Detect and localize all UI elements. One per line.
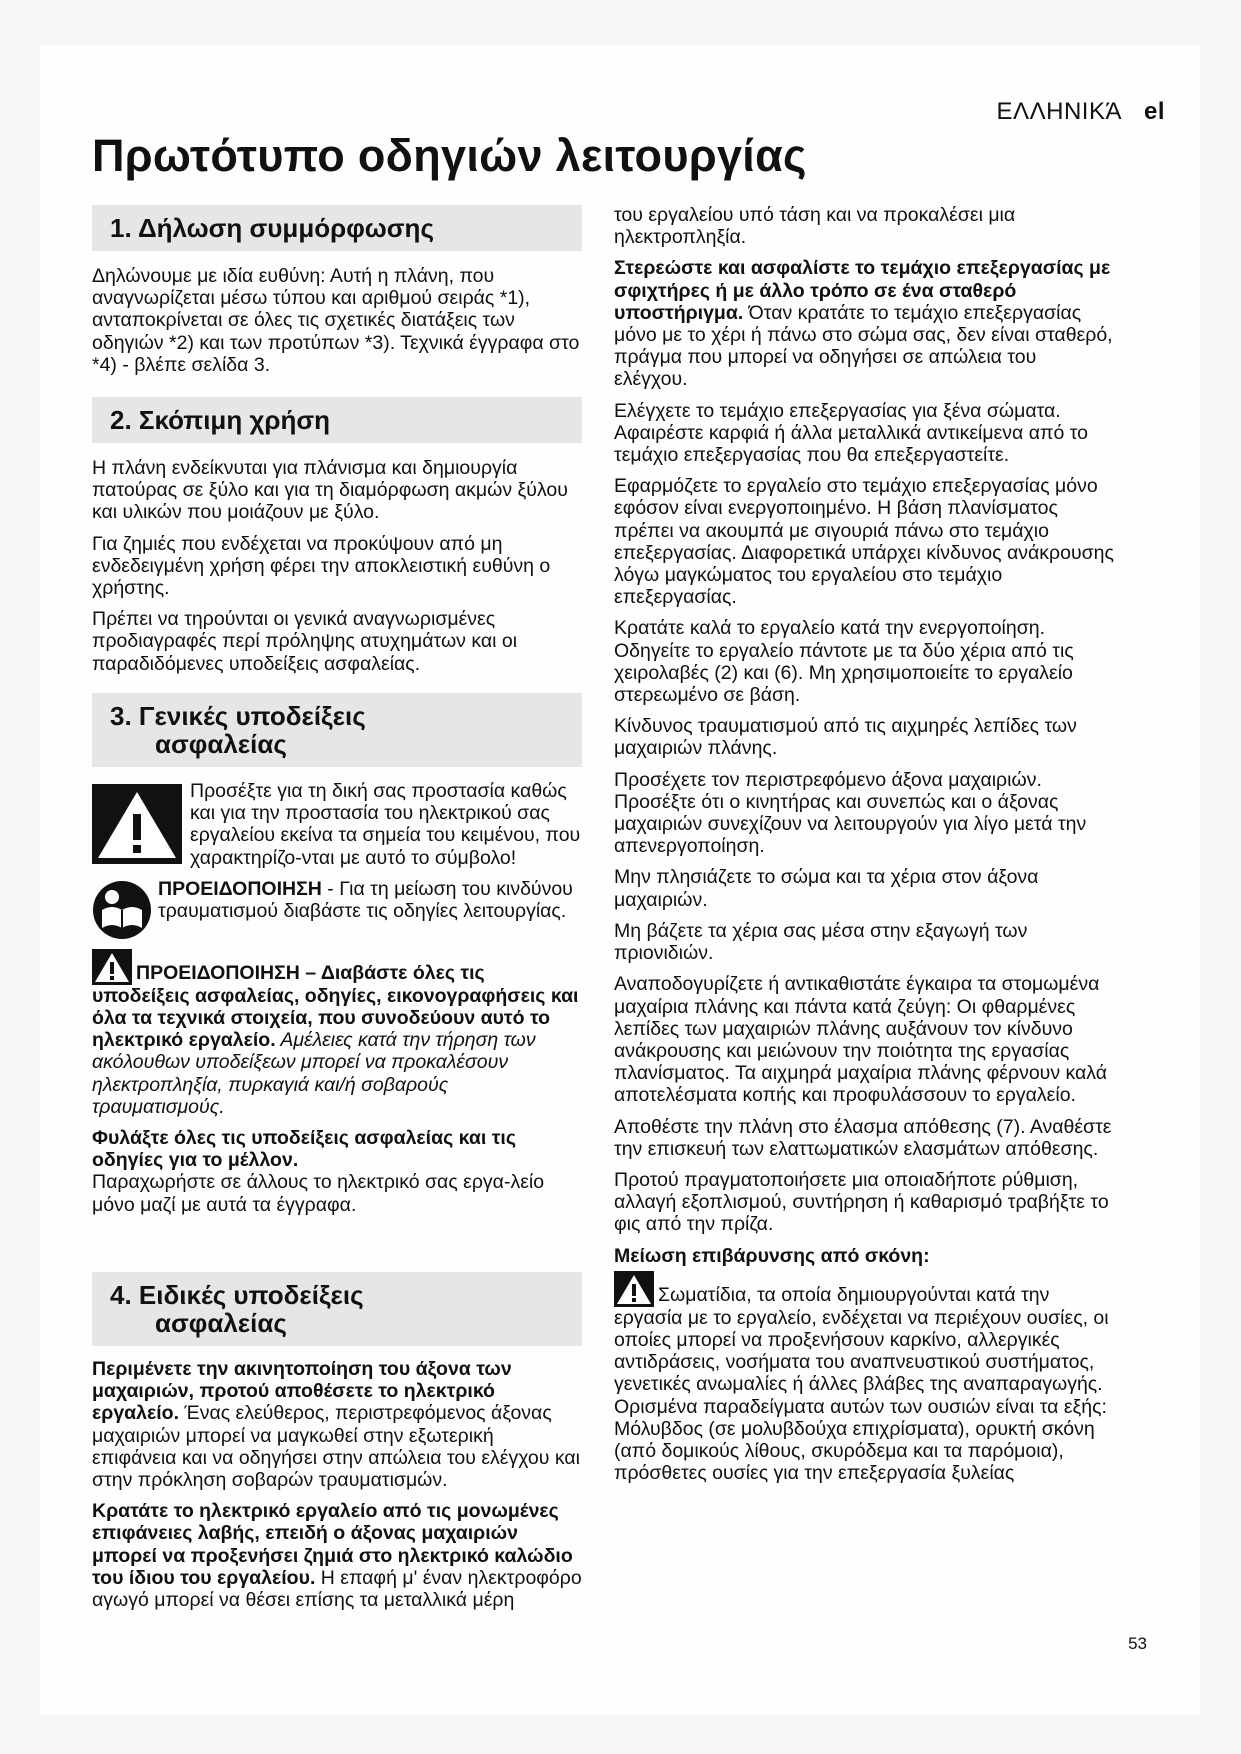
page-number: 53 [1128, 1634, 1147, 1653]
right-paragraph: Εφαρμόζετε το εργαλείο στο τεμάχιο επεξεργασίας μόνο εφόσον είναι ενεργοποιημένο. Η βάση πλανίσματος πρέπει να ακουμπά με σιγουριά πάνω στο τεμάχιο επεξεργασίας. Διαφορετικά υπάρχει κίνδυνος ανάκρουσης λόγω μαγκώματος του εργαλείου στο τεμάχιο επεξεργασίας. [614, 475, 1114, 609]
right-paragraph [614, 617, 1114, 706]
right-paragraph: Κίνδυνος τραυματισμού από τις αιχμηρές λεπίδες των μαχαιριών πλάνης. [614, 715, 1077, 760]
right-paragraph: Αναποδογυρίζετε ή αντικαθιστάτε έγκαιρα τα στομωμένα μαχαίρια πλάνης και πάντα κατά ζεύγη: Οι φθαρμένες λεπίδες των μαχαιριών πλάνης αυξάνουν τον κίνδυνο ανάκρουσης και μειώνουν την ποιότητα της εργασίας πλανίσματος. Τα αιχμηρά μαχαίρια πλάνης φέρνουν καλά αποτελέσματα κοπής και προφυλάσσουν το εργαλείο. [614, 973, 1108, 1107]
right-paragraph: Αποθέστε την πλάνη στο έλασμα απόθεσης (7). Αναθέστε την επισκευή των ελαττωματικών ελασμάτων απόθεσης. [614, 1115, 1112, 1160]
section-4-paragraph [92, 1500, 582, 1611]
warning-triangle-small-icon [92, 949, 132, 985]
keep-instructions-paragraph [92, 1127, 582, 1216]
general-warning-paragraph [92, 949, 582, 1118]
section-4-p2-text: Η επαφή μ' έναν ηλεκτροφόρο αγωγό μπορεί να θέσει επίσης τα μεταλλικά μέρη [92, 1566, 582, 1612]
language-label: ΕΛΛΗΝΙΚΆ [996, 98, 1122, 125]
read-instructions-bold: ΠΡΟΕΙΔΟΠΟΙΗΣΗ [158, 877, 322, 900]
section-1-body [92, 265, 582, 385]
general-warning-bold: ΠΡΟΕΙΔΟΠΟΙΗΣΗ – Διαβάστε όλες τις υποδείξεις ασφαλείας, οδηγίες, εικονογραφήσεις και όλα τα τεχνικά στοιχεία, που συνοδεύουν αυτό το ηλεκτρικό εργαλείο. [92, 961, 579, 1052]
read-instructions-text: - Για τη μείωση του κινδύνου τραυματισμού διαβάστε τις οδηγίες λειτουργίας. [158, 877, 573, 923]
section-2-paragraph: Η πλάνη ενδείκνυται για πλάνισμα και δημιουργία πατούρας σε ξύλο και για τη διαμόρφωση ακμών ξύλου και υλικών που μοιάζουν με ξύλο. [92, 457, 568, 524]
general-warning-italic: Αμέλειες κατά την τήρηση των ακόλουθων υποδείξεων μπορεί να προκαλέσουν ηλεκτροπληξία, πυρκαγιά και/ή σοβαρούς τραυματισμούς. [92, 1029, 536, 1118]
section-2-heading [92, 397, 582, 443]
dust-heading: Μείωση επιβάρυνσης από σκόνη: [614, 1244, 930, 1267]
section-4-p1-text: Ένας ελεύθερος, περιστρεφόμενος άξονας μαχαιριών μπορεί να μαγκωθεί στην εξωτερική επιφάνεια και να οδηγήσει στην απώλεια του ελέγχου και στην πρόκληση σοβαρών τραυματισμών. [92, 1402, 580, 1492]
section-3-heading [92, 693, 582, 767]
right-paragraph [614, 257, 1114, 390]
keep-instructions-text: Παραχωρήστε σε άλλους το ηλεκτρικό σας εργα-λείο μόνο μαζί με αυτά τα έγγραφα. [92, 1171, 545, 1216]
right-paragraph: Ελέγχετε το τεμάχιο επεξεργασίας για ξένα σώματα. Αφαιρέστε καρφιά ή άλλα μεταλλικά αντικείμενα από το τεμάχιο επεξεργασίας που θα επεξεργαστείτε. [614, 399, 1088, 467]
section-1-heading [92, 205, 582, 251]
right-column [614, 204, 1114, 1493]
warning-symbol-note [92, 780, 582, 869]
section-2-paragraph: Πρέπει να τηρούνται οι γενικά αναγνωρισμένες προδιαγραφές περί πρόληψης ατυχημάτων και οι παραδιδόμενες υποδείξεις ασφαλείας. [92, 608, 518, 675]
section-3-heading-line1: 3. Γενικές υποδείξεις [110, 701, 366, 731]
two-hands-text: Οδηγείτε το εργαλείο πάντοτε με τα δύο χέρια από τις χειρολαβές (2) και (6). Μη χρησιμοποιείτε το εργαλείο στερεωμένο σε βάση. [614, 639, 1074, 707]
language-code: el [1143, 98, 1165, 125]
right-paragraph: Μη βάζετε τα χέρια σας μέσα στην εξαγωγή των πριονιδιών. [614, 919, 1028, 965]
section-4-heading [92, 1272, 582, 1346]
dust-text: Σωματίδια, τα οποία δημιουργούνται κατά την εργασία με το εργαλείο, ενδέχεται να περιέχουν ουσίες, οι οποίες μπορεί να προξενήσουν καρκίνο, αλλεργικές αντιδράσεις, νοσήματα του αναπνευστικού συστήματος, γενετικές ανωμαλίες ή άλλες βλάβες της αναπαραγωγής. Ορισμένα παραδείγματα αυτών των ουσιών είναι τα εξής: Μόλυβδος (σε μολυβδούχα επιχρίσματα), ορυκτή σκόνη (από δομικούς λίθους, σκυρόδεμα και τα παρόμοια), πρόσθετες ουσίες για την επεξεργασία ξυλείας [614, 1283, 1109, 1485]
right-paragraph: Προσέχετε τον περιστρεφόμενο άξονα μαχαιριών. Προσέξτε ότι ο κινητήρας και συνεπώς και ο άξονας μαχαιριών συνεχίζουν να λειτουργούν για λίγο μετά την απενεργοποίηση. [614, 768, 1087, 858]
section-1-heading-text: 1. Δήλωση συμμόρφωσης [110, 213, 434, 243]
clamp-workpiece-bold: Στερεώστε και ασφαλίστε το τεμάχιο επεξεργασίας με σφιχτήρες ή με άλλο τρόπο σε ένα σταθερό υποστήριγμα. [614, 257, 1111, 324]
read-manual-icon [92, 880, 152, 940]
warning-symbol-text: Προσέξτε για τη δική σας προστασία καθώς και για την προστασία του ηλεκτρικού σας εργαλείου εκείνα τα σημεία του κειμένου, που χαρακτηρίζο-νται με αυτό το σύμβολο! [190, 780, 581, 869]
right-paragraph: Προτού πραγματοποιήσετε μια οποιαδήποτε ρύθμιση, αλλαγή εξοπλισμού, συντήρηση ή καθαρισμό τραβήξτε το φις από την πρίζα. [614, 1168, 1109, 1236]
section-4-p1-bold: Περιμένετε την ακινητοποίηση του άξονα των μαχαιριών, προτού αποθέσετε το ηλεκτρικό εργαλείο. [92, 1358, 512, 1425]
read-instructions-note [92, 878, 582, 940]
section-4-heading-line2: ασφαλείας [155, 1308, 287, 1338]
section-4-paragraph [92, 1358, 582, 1491]
dust-paragraph [614, 1271, 1114, 1485]
section-2-heading-text: 2. Σκόπιμη χρήση [110, 405, 331, 435]
section-2-paragraph: Για ζημιές που ενδέχεται να προκύψουν από μη ενδεδειγμένη χρήση φέρει την αποκλειστική ευθύνη ο χρήστης. [92, 532, 551, 600]
page-title: Πρωτότυπο οδηγιών λειτουργίας [92, 130, 807, 181]
hold-tool-text: Κρατάτε καλά το εργαλείο κατά την ενεργοποίηση. [614, 617, 1046, 640]
clamp-workpiece-text: Όταν κρατάτε το τεμάχιο επεξεργασίας μόνο με το χέρι ή πάνω στο σώμα σας, δεν είναι σταθερό, πράγμα που μπορεί να οδηγήσει σε απώλεια του ελέγχου. [614, 301, 1113, 391]
warning-triangle-small-icon [614, 1271, 654, 1307]
language-tag [997, 98, 1165, 126]
section-2-body [92, 457, 582, 684]
section-3-body [92, 780, 582, 1225]
section-3-heading-line2: ασφαλείας [155, 729, 287, 759]
right-paragraph: Μην πλησιάζετε το σώμα και τα χέρια στον άξονα μαχαιριών. [614, 866, 1039, 911]
section-4-p2-bold: Κρατάτε το ηλεκτρικό εργαλείο από τις μονωμένες επιφάνειες λαβής, επειδή ο άξονας μαχαιριών μπορεί να προξενήσει ζημιά στο ηλεκτρικό καλώδιο του ίδιου του εργαλείου. [92, 1500, 573, 1589]
section-4-heading-line1: 4. Ειδικές υποδείξεις [110, 1280, 364, 1310]
warning-triangle-icon [92, 784, 182, 864]
keep-instructions-bold: Φυλάξτε όλες τις υποδείξεις ασφαλείας και τις οδηγίες για το μέλλον. [92, 1127, 516, 1172]
section-1-text: Δηλώνουμε με ιδία ευθύνη: Αυτή η πλάνη, που αναγνωρίζεται μέσω τύπου και αριθμού σειράς *1), ανταποκρίνεται σε όλες τις σχετικές διατάξεις των οδηγιών *2) και των προτύπων *3). Τεχνικά έγγραφα στο *4) - βλέπε σελίδα 3. [92, 265, 580, 376]
section-4-body [92, 1358, 582, 1620]
right-paragraph: του εργαλείου υπό τάση και να προκαλέσει μια ηλεκτροπληξία. [614, 204, 1016, 249]
